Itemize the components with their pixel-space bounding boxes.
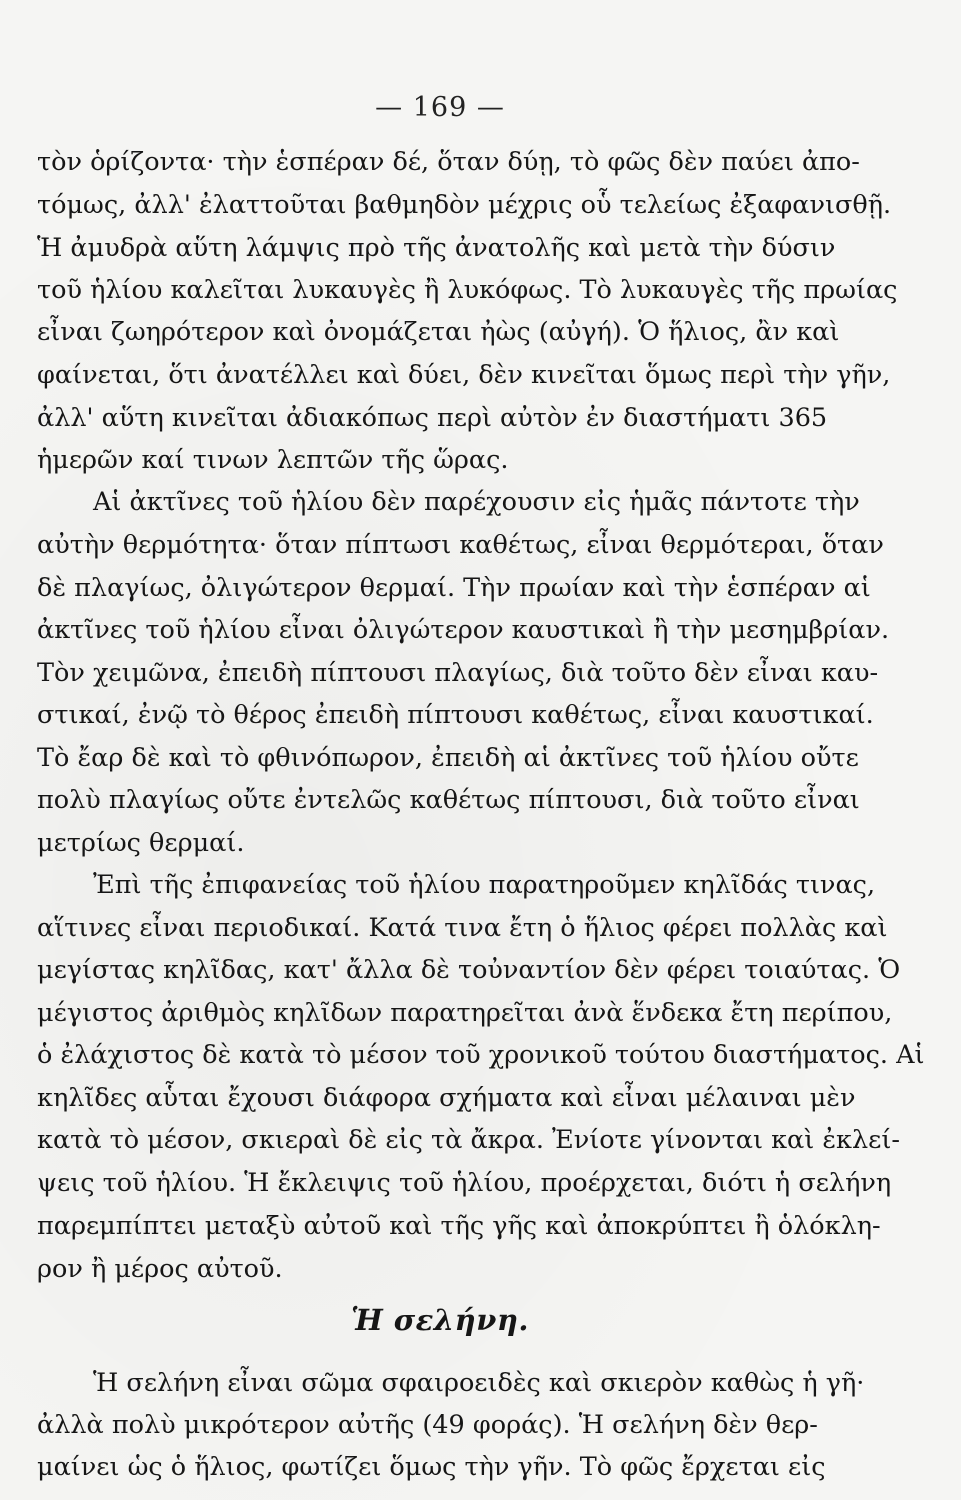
text-line: Ἡ ἀμυδρὰ αὕτη λάμψις πρὸ τῆς ἀνατολῆς καὶ μετὰ τὴν δύσιν [37, 233, 836, 263]
text-line: κηλῖδες αὗται ἔχουσι διάφορα σχήματα καὶ εἶναι μέλαιναι μὲν [37, 1083, 856, 1113]
text-line: ψεις τοῦ ἡλίου. Ἡ ἔκλειψις τοῦ ἡλίου, προέρχεται, διότι ἡ σελήνη [37, 1168, 892, 1198]
text-line: κατὰ τὸ μέσον, σκιεραὶ δὲ εἰς τὰ ἄκρα. Ἐνίοτε γίνονται καὶ ἐκλεί- [37, 1125, 900, 1155]
text-line: Τὸ ἔαρ δὲ καὶ τὸ φθινόπωρον, ἐπειδὴ αἱ ἀκτῖνες τοῦ ἡλίου οὔτε [37, 743, 859, 773]
text-line: ὁ ἐλάχιστος δὲ κατὰ τὸ μέσον τοῦ χρονικοῦ τούτου διαστήματος. Αἱ [37, 1040, 925, 1070]
text-line: φαίνεται, ὅτι ἀνατέλλει καὶ δύει, δὲν κινεῖται ὅμως περὶ τὴν γῆν, [37, 360, 891, 390]
text-line: ρον ἢ μέρος αὐτοῦ. [37, 1254, 283, 1284]
text-line: Τὸν χειμῶνα, ἐπειδὴ πίπτουσι πλαγίως, διὰ τοῦτο δὲν εἶναι καυ- [37, 658, 879, 688]
text-line: πολὺ πλαγίως οὔτε ἐντελῶς καθέτως πίπτουσι, διὰ τοῦτο εἶναι [37, 785, 860, 815]
text-line: μαίνει ὡς ὁ ἥλιος, φωτίζει ὅμως τὴν γῆν. Τὸ φῶς ἔρχεται εἰς [37, 1452, 826, 1482]
text-line: αἵτινες εἶναι περιοδικαί. Κατά τινα ἔτη ὁ ἥλιος φέρει πολλὰς καὶ [37, 913, 888, 943]
page-number: — 169 — [375, 92, 505, 123]
text-line: Αἱ ἀκτῖνες τοῦ ἡλίου δὲν παρέχουσιν εἰς ἡμᾶς πάντοτε τὴν [93, 487, 860, 517]
text-line: αὐτὴν θερμότητα· ὅταν πίπτωσι καθέτως, εἶναι θερμότεραι, ὅταν [37, 530, 884, 560]
text-line: Ἐπὶ τῆς ἐπιφανείας τοῦ ἡλίου παρατηροῦμεν κηλῖδάς τινας, [93, 870, 876, 900]
text-line: δὲ πλαγίως, ὀλιγώτερον θερμαί. Τὴν πρωίαν καὶ τὴν ἑσπέραν αἱ [37, 573, 871, 603]
section-heading: Ἡ σελήνη. [350, 1303, 530, 1337]
text-line: τὸν ὁρίζοντα· τὴν ἑσπέραν δέ, ὅταν δύῃ, τὸ φῶς δὲν παύει ἀπο- [37, 147, 860, 177]
text-line: μεγίστας κηλῖδας, κατ' ἄλλα δὲ τοὐναντίον δὲν φέρει τοιαύτας. Ὁ [37, 955, 901, 985]
text-line: μέγιστος ἀριθμὸς κηλῖδων παρατηρεῖται ἀνὰ ἕνδεκα ἔτη περίπου, [37, 998, 893, 1028]
text-line: Ἡ σελήνη εἶναι σῶμα σφαιροειδὲς καὶ σκιερὸν καθὼς ἡ γῆ· [93, 1368, 865, 1398]
text-line: μετρίως θερμαί. [37, 828, 245, 858]
text-line: παρεμπίπτει μεταξὺ αὐτοῦ καὶ τῆς γῆς καὶ ἀποκρύπτει ἢ ὁλόκλη- [37, 1211, 881, 1241]
text-line: τοῦ ἡλίου καλεῖται λυκαυγὲς ἢ λυκόφως. Τὸ λυκαυγὲς τῆς πρωίας [37, 275, 898, 305]
text-line: ἀκτῖνες τοῦ ἡλίου εἶναι ὀλιγώτερον καυστικαὶ ἢ τὴν μεσημβρίαν. [37, 615, 890, 645]
text-line: ἀλλ' αὕτη κινεῖται ἀδιακόπως περὶ αὐτὸν ἐν διαστήματι 365 [37, 403, 828, 433]
text-line: ἡμερῶν καί τινων λεπτῶν τῆς ὥρας. [37, 445, 509, 475]
text-line: ἀλλὰ πολὺ μικρότερον αὐτῆς (49 φοράς). Ἡ σελήνη δὲν θερ- [37, 1410, 818, 1440]
text-line: εἶναι ζωηρότερον καὶ ὀνομάζεται ἠὼς (αὐγή). Ὁ ἥλιος, ἂν καὶ [37, 317, 840, 347]
text-line: στικαί, ἐνῷ τὸ θέρος ἐπειδὴ πίπτουσι καθέτως, εἶναι καυστικαί. [37, 700, 874, 730]
text-line: τόμως, ἀλλ' ἐλαττοῦται βαθμηδὸν μέχρις οὗ τελείως ἐξαφανισθῇ. [37, 190, 892, 220]
